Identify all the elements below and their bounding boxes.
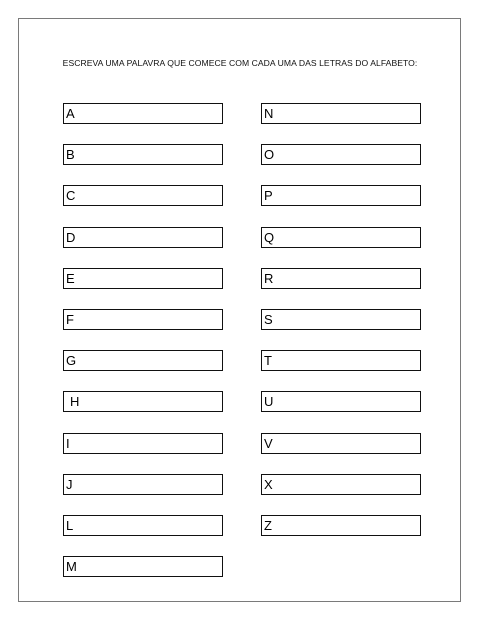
answer-box-l[interactable] <box>63 515 223 536</box>
letter-label: P <box>264 188 273 204</box>
answer-box-c[interactable] <box>63 185 223 206</box>
instruction-text: ESCREVA UMA PALAVRA QUE COMECE COM CADA UMA DAS LETRAS DO ALFABETO: <box>62 58 418 68</box>
letter-label: T <box>264 353 272 369</box>
answer-box-i[interactable] <box>63 433 223 454</box>
answer-box-m[interactable] <box>63 556 223 577</box>
letter-label: N <box>264 106 274 121</box>
letter-label: Q <box>264 229 275 245</box>
letter-label: Z <box>264 517 272 533</box>
letter-label: V <box>264 435 273 451</box>
letter-label: B <box>66 147 75 163</box>
answer-box-q[interactable] <box>261 227 421 248</box>
answer-box-p[interactable] <box>261 185 421 206</box>
answer-box-o[interactable] <box>261 144 421 165</box>
letter-label: M <box>66 559 77 575</box>
letter-label: A <box>66 106 75 121</box>
answer-box-e[interactable] <box>63 268 223 289</box>
answer-box-x[interactable] <box>261 474 421 495</box>
letter-label: C <box>66 188 76 204</box>
answer-box-f[interactable] <box>63 309 223 330</box>
letter-label: X <box>264 476 273 492</box>
answer-box-t[interactable] <box>261 350 421 371</box>
right-letter-column <box>261 103 421 556</box>
answer-box-g[interactable] <box>63 350 223 371</box>
answer-box-a[interactable] <box>63 103 223 124</box>
letter-label: R <box>264 270 274 286</box>
letter-label: J <box>66 476 73 492</box>
answer-box-d[interactable] <box>63 227 223 248</box>
left-letter-column <box>63 103 223 597</box>
letter-label: E <box>66 270 75 286</box>
letter-label: G <box>66 353 77 369</box>
letter-label: U <box>264 394 274 410</box>
answer-box-v[interactable] <box>261 433 421 454</box>
answer-box-n[interactable] <box>261 103 421 124</box>
letter-label: O <box>264 147 275 163</box>
answer-box-r[interactable] <box>261 268 421 289</box>
letter-label: L <box>66 517 74 533</box>
letter-label: H <box>70 394 80 410</box>
answer-box-h[interactable] <box>63 391 223 412</box>
letter-label: F <box>66 311 74 327</box>
letter-label: S <box>264 311 273 327</box>
answer-box-s[interactable] <box>261 309 421 330</box>
letter-label: D <box>66 229 76 245</box>
answer-box-j[interactable] <box>63 474 223 495</box>
letter-label: I <box>66 435 70 451</box>
answer-box-z[interactable] <box>261 515 421 536</box>
answer-box-u[interactable] <box>261 391 421 412</box>
answer-box-b[interactable] <box>63 144 223 165</box>
